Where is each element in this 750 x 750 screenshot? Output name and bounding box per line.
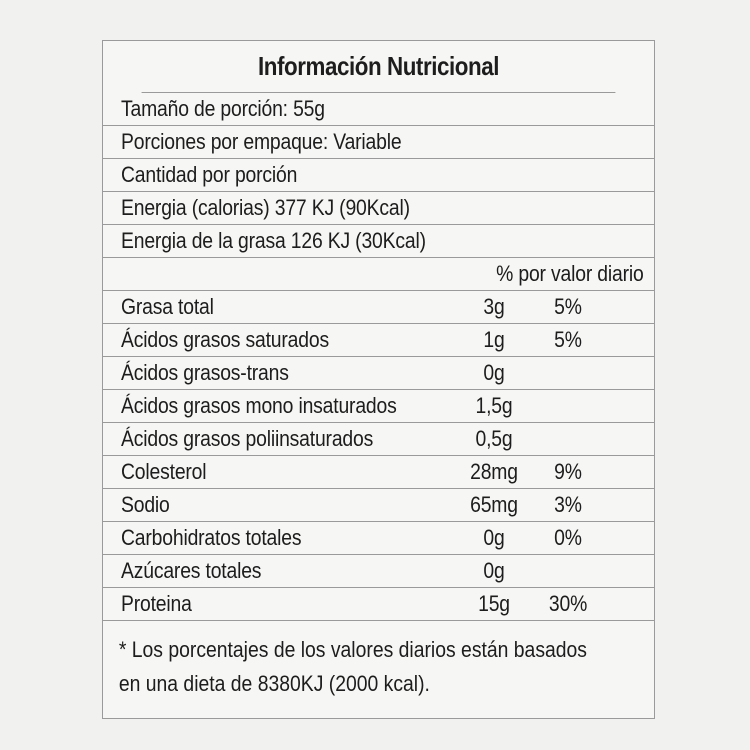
footnote-line: * Los porcentajes de los valores diarios están basados [118,637,587,662]
nutrient-amount: 0g [483,360,505,385]
energy-row [103,192,654,225]
daily-value-header: % por valor diario [496,261,644,286]
nutrient-row [103,588,654,621]
nutrient-daily-value: 5% [554,327,582,352]
table-title: Información Nutricional [142,41,616,93]
nutrient-name: Proteina [121,591,192,616]
nutrient-amount: 28mg [470,459,518,484]
nutrient-amount: 1g [483,327,505,352]
amount-per-serving-text: Cantidad por porción [121,162,298,187]
amount-per-serving-row [103,159,654,192]
nutrient-amount: 0,5g [475,426,513,451]
nutrient-name: Grasa total [121,294,214,319]
nutrient-row [103,390,654,423]
nutrient-amount: 1,5g [475,393,513,418]
energy-text: Energia (calorias) 377 KJ (90Kcal) [121,195,410,220]
nutrient-name: Ácidos grasos poliinsaturados [121,426,374,451]
nutrient-daily-value: 9% [554,459,582,484]
serving-size-row [103,93,654,126]
nutrient-amount: 65mg [470,492,518,517]
servings-per-package-row [103,126,654,159]
nutrient-name: Sodio [121,492,170,517]
serving-size-text: Tamaño de porción: 55g [121,96,325,121]
fat-energy-row [103,225,654,258]
nutrient-name: Ácidos grasos saturados [121,327,329,352]
nutrient-daily-value: 5% [554,294,582,319]
nutrient-name: Carbohidratos totales [121,525,302,550]
nutrient-row [103,456,654,489]
nutrient-row [103,555,654,588]
nutrient-daily-value: 0% [554,525,582,550]
nutrient-name: Colesterol [121,459,207,484]
nutrient-row [103,522,654,555]
servings-per-package-text: Porciones por empaque: Variable [121,129,402,154]
nutrient-row [103,423,654,456]
nutrient-name: Ácidos grasos-trans [121,360,289,385]
nutrient-row [103,489,654,522]
fat-energy-text: Energia de la grasa 126 KJ (30Kcal) [121,228,426,253]
nutrient-amount: 0g [483,525,505,550]
nutrient-row [103,357,654,390]
nutrient-row [103,324,654,357]
footnote [103,621,663,701]
nutrition-facts-table [102,40,655,719]
nutrient-amount: 3g [483,294,505,319]
nutrient-daily-value: 30% [548,591,588,616]
nutrient-name: Ácidos grasos mono insaturados [121,393,397,418]
footnote-line: en una dieta de 8380KJ (2000 kcal). [118,671,430,696]
nutrient-name: Azúcares totales [121,558,262,583]
daily-value-header-row [103,258,654,291]
nutrient-row [103,291,654,324]
nutrient-daily-value: 3% [554,492,582,517]
nutrient-amount: 15g [478,591,510,616]
nutrient-amount: 0g [483,558,505,583]
